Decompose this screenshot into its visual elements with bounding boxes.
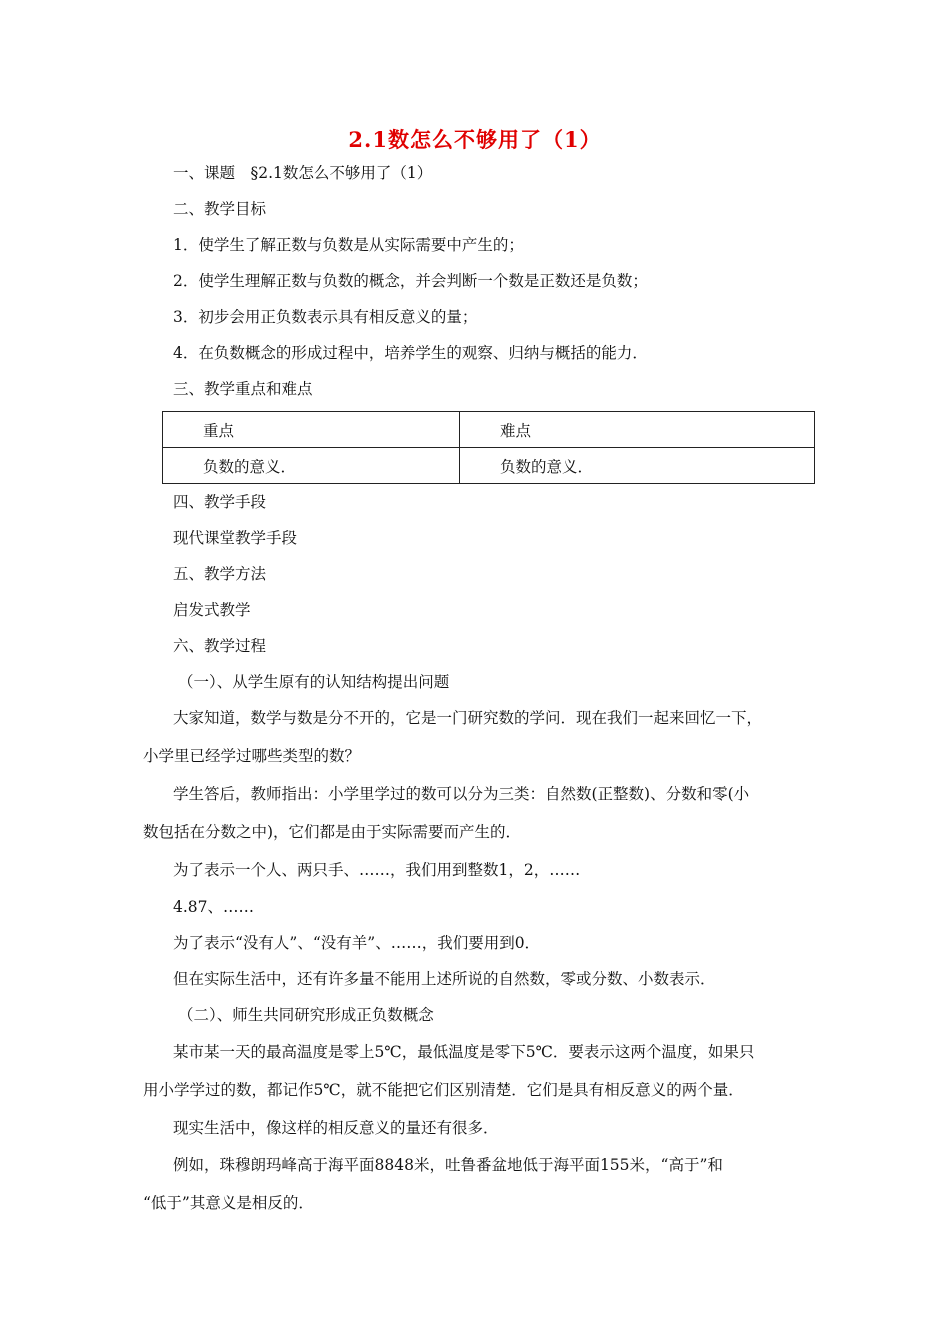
section-heading-key-points: 三、教学重点和难点 — [173, 380, 313, 398]
paragraph-line: 例如，珠穆朗玛峰高于海平面8848米，吐鲁番盆地低于海平面155米，“高于”和 — [173, 1156, 723, 1174]
table-header-key: 重点 — [163, 412, 460, 448]
paragraph-line: 现实生活中，像这样的相反意义的量还有很多． — [173, 1119, 499, 1137]
section-heading-process: 六、教学过程 — [173, 637, 267, 655]
method-text: 启发式教学 — [173, 601, 251, 619]
paragraph-line: 小学里已经学过哪些类型的数？ — [143, 747, 361, 765]
key-points-table — [162, 411, 815, 484]
paragraph-line: 学生答后，教师指出：小学里学过的数可以分为三类：自然数(正整数)、分数和零(小 — [173, 785, 750, 803]
goal-3: 3．初步会用正负数表示具有相反意义的量； — [173, 308, 478, 326]
lesson-topic: 一、课题 §2.1数怎么不够用了（1） — [173, 164, 433, 182]
goal-2: 2．使学生理解正数与负数的概念，并会判断一个数是正数还是负数； — [173, 272, 648, 290]
table-header-difficulty: 难点 — [460, 412, 815, 448]
table-row — [163, 448, 815, 484]
goal-4: 4．在负数概念的形成过程中，培养学生的观察、归纳与概括的能力． — [173, 344, 648, 362]
subsection-heading-2: （二）、师生共同研究形成正负数概念 — [178, 1006, 434, 1024]
goal-1: 1．使学生了解正数与负数是从实际需要中产生的； — [173, 236, 524, 254]
paragraph-line: “低于”其意义是相反的． — [143, 1194, 314, 1212]
paragraph-line: 4.87、…… — [173, 898, 255, 916]
doc-title: 2.1数怎么不够用了（1） — [348, 127, 602, 152]
table-row — [163, 412, 815, 448]
table-cell-key: 负数的意义． — [163, 448, 460, 484]
paragraph-line: 但在实际生活中，还有许多量不能用上述所说的自然数，零或分数、小数表示． — [173, 970, 716, 988]
section-heading-means: 四、教学手段 — [173, 493, 267, 511]
paragraph-line: 某市某一天的最高温度是零上5℃，最低温度是零下5℃．要表示这两个温度，如果只 — [173, 1043, 755, 1061]
table-cell-difficulty: 负数的意义． — [460, 448, 815, 484]
paragraph-line: 为了表示一个人、两只手、……，我们用到整数1，2，…… — [173, 861, 581, 879]
section-heading-method: 五、教学方法 — [173, 565, 267, 583]
paragraph-line: 为了表示“没有人”、“没有羊”、……，我们要用到0． — [173, 934, 541, 952]
subsection-heading-1: （一）、从学生原有的认知结构提出问题 — [178, 673, 450, 691]
means-text: 现代课堂教学手段 — [173, 529, 298, 547]
paragraph-line: 大家知道，数学与数是分不开的，它是一门研究数的学问．现在我们一起来回忆一下， — [173, 709, 763, 727]
paragraph-line: 用小学学过的数，都记作5℃，就不能把它们区别清楚．它们是具有相反意义的两个量． — [143, 1081, 744, 1099]
section-heading-goals: 二、教学目标 — [173, 200, 267, 218]
paragraph-line: 数包括在分数之中)，它们都是由于实际需要而产生的． — [143, 823, 522, 841]
